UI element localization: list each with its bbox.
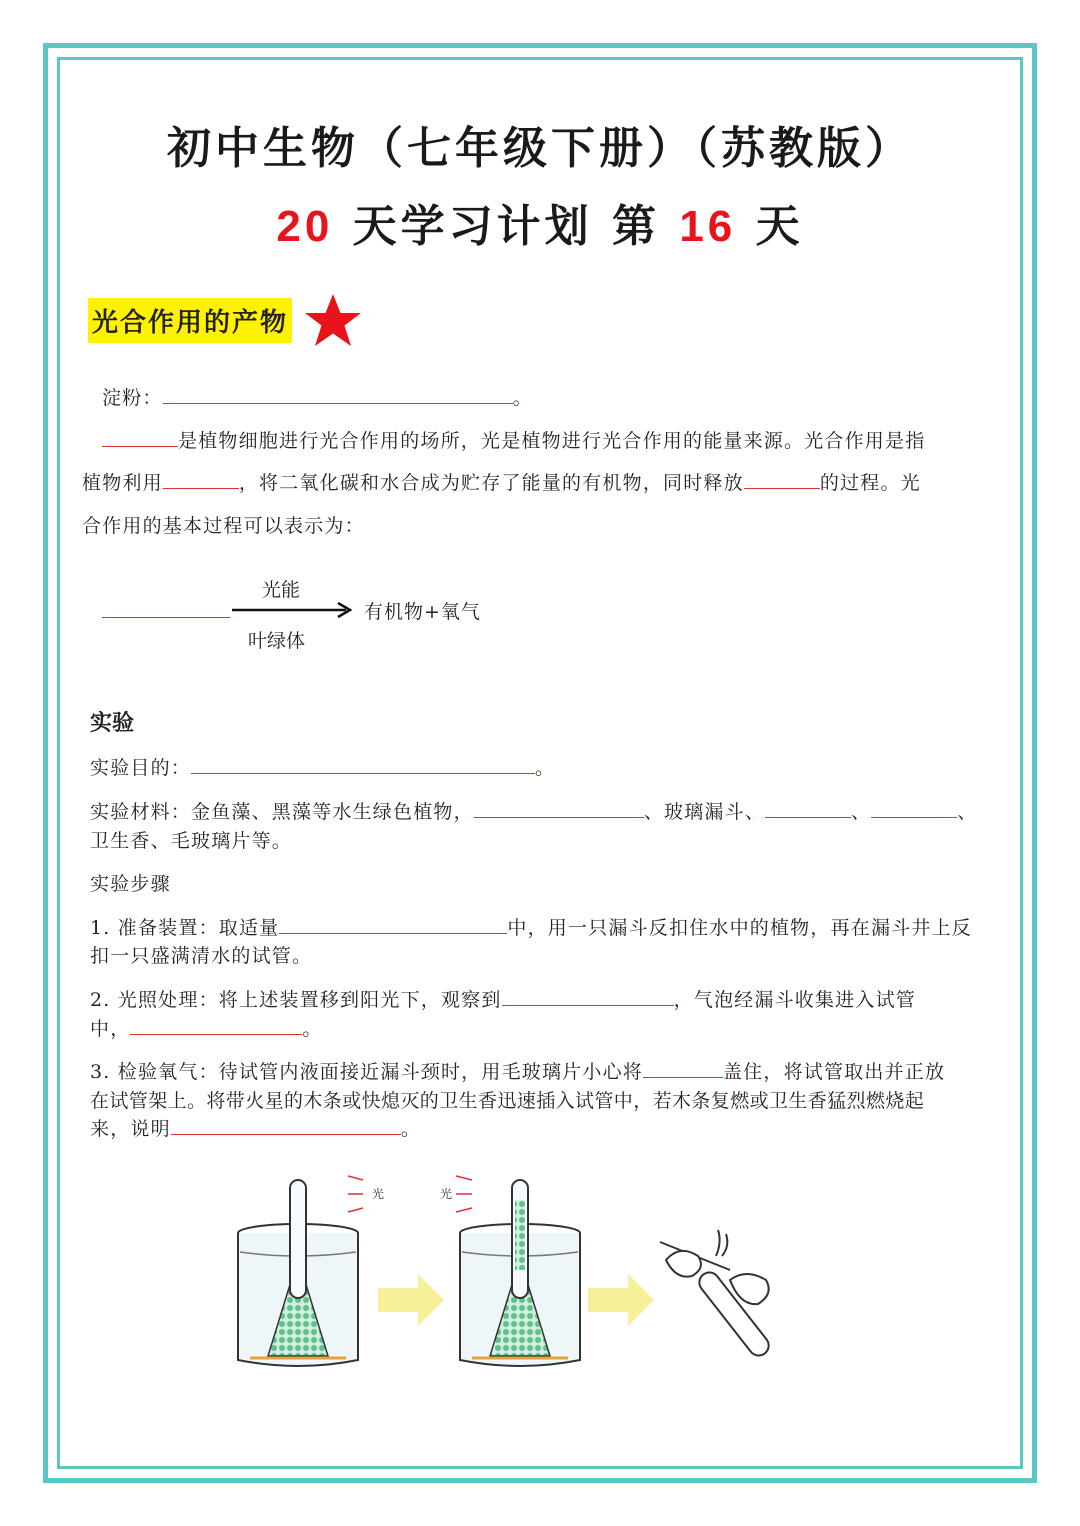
experiment-materials: 实验材料：金鱼藻、黑藻等水生绿色植物， 、玻璃漏斗、 、 、	[90, 801, 978, 823]
paragraph-line: 合作用的基本过程可以表示为：	[82, 515, 365, 537]
blank-field[interactable]	[163, 385, 513, 404]
blank-field[interactable]	[102, 428, 178, 447]
blank-field[interactable]	[171, 1116, 401, 1135]
equation-blank[interactable]	[102, 617, 230, 618]
step-3-end: 来，说明 。	[90, 1118, 422, 1140]
paragraph-line: 植物利用 ，将二氧化碳和水合成为贮存了能量的有机物，同时释放 的过程。光	[82, 472, 921, 494]
blank-field[interactable]	[279, 915, 507, 934]
step-3-cont: 在试管架上。将带火星的木条或快熄灭的卫生香迅速插入试管中，若木条复燃或卫生香猛烈燃烧起	[90, 1090, 925, 1112]
equation-result: 有机物+氧气	[364, 601, 481, 623]
step-2: 2. 光照处理：将上述装置移到阳光下，观察到 ，气泡经漏斗收集进入试管	[90, 989, 916, 1011]
process-arrow-2	[588, 1274, 654, 1326]
light-arrows-1	[348, 1176, 363, 1212]
blank-field[interactable]	[744, 470, 820, 489]
equation-condition-bottom: 叶绿体	[248, 630, 306, 652]
step-1-cont: 扣一只盛满清水的试管。	[90, 945, 313, 967]
step-2-cont: 中， 。	[90, 1018, 323, 1040]
blank-field[interactable]	[130, 1016, 302, 1035]
hand-testtube	[660, 1230, 773, 1360]
equation-condition-top: 光能	[262, 579, 301, 601]
light-label: 光	[372, 1187, 385, 1201]
step-3: 3. 检验氧气：待试管内液面接近漏斗颈时，用毛玻璃片小心将 盖住，将试管取出并正放	[90, 1061, 946, 1083]
step-1: 1. 准备装置：取适量 中，用一只漏斗反扣住水中的植物，再在漏斗井上反	[90, 917, 972, 939]
beaker-1	[238, 1180, 358, 1366]
blank-field[interactable]	[474, 799, 644, 818]
blank-field[interactable]	[502, 987, 674, 1006]
experiment-heading: 实验	[90, 711, 135, 736]
svg-text:光: 光	[440, 1187, 453, 1201]
experiment-steps-label: 实验步骤	[90, 873, 171, 895]
red-star-icon	[302, 292, 364, 350]
beaker-2	[440, 1176, 580, 1366]
experiment-materials-cont: 卫生香、毛玻璃片等。	[90, 830, 293, 852]
blank-field[interactable]	[643, 1059, 723, 1078]
experiment-illustration	[230, 1160, 830, 1390]
paragraph-line: 是植物细胞进行光合作用的场所，光是植物进行光合作用的能量来源。光合作用是指	[102, 426, 925, 453]
starch-line: 淀粉： 。	[102, 387, 533, 409]
experiment-purpose: 实验目的： 。	[90, 757, 556, 779]
process-arrow-1	[378, 1274, 444, 1326]
blank-field[interactable]	[163, 470, 239, 489]
arrow-right-icon	[232, 600, 354, 620]
page-subtitle: 20 天学习计划 第 16 天	[276, 201, 804, 252]
page-title: 初中生物（七年级下册）（苏教版）	[167, 123, 913, 174]
blank-field[interactable]	[191, 755, 535, 774]
blank-field[interactable]	[765, 799, 851, 818]
blank-field[interactable]	[871, 799, 957, 818]
section-heading: 光合作用的产物	[88, 298, 292, 343]
